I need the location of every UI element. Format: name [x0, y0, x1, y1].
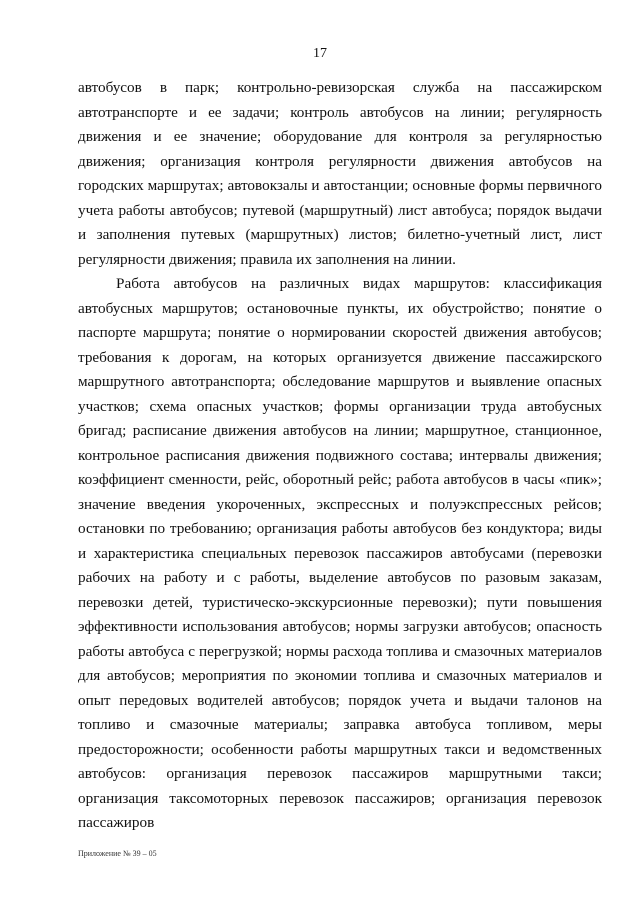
page-number: 17	[313, 46, 327, 61]
page-footer: Приложение № 39 – 05	[78, 849, 157, 858]
paragraph-2: Работа автобусов на различных видах маршрутов: классификация автобусных маршрутов; остановочные пункты, их обустройство; понятие о паспорте маршрута; понятие о нормировании скоростей движения автобусов; требования к дорогам, на которых организуется движение пассажирского маршрутного автотранспорта; обследование маршрутов и выявление опасных участков; схема опасных участков; формы организации труда автобусных бригад; расписание движения автобусов на линии; маршрутное, станционное, контрольное расписания движения подвижного состава; интервалы движения; коэффициент сменности, рейс, оборотный рейс; работа автобусов в часы «пик»; значение введения укороченных, экспрессных и полуэкспрессных рейсов; остановки по требованию; организация работы автобусов без кондуктора; виды и характеристика специальных перевозок пассажиров автобусами (перевозки рабочих на работу и с работы, выделение автобусов по разовым заказам, перевозки детей, туристическо-экскурсионные перевозки); пути повышения эффективности использования автобусов; нормы загрузки автобусов; опасность работы автобуса с перегрузкой; нормы расхода топлива и смазочных материалов для автобусов; мероприятия по экономии топлива и смазочных материалов и опыт передовых водителей автобусов; порядок учета и выдачи талонов на топливо и смазочные материалы; заправка автобуса топливом, меры предосторожности; особенности работы маршрутных такси и ведомственных автобусов: организация перевозок пассажиров маршрутными такси; организация таксомоторных перевозок пассажиров; организация перевозок пассажиров	[78, 275, 602, 831]
paragraph-1: автобусов в парк; контрольно-ревизорская служба на пассажирском автотранспорте и ее задачи; контроль автобусов на линии; регулярность движения и ее значение; оборудование для контроля за регулярностью движения; организация контроля регулярности движения автобусов на городских маршрутах; автовокзалы и автостанции; основные формы первичного учета работы автобусов; путевой (маршрутный) лист автобуса; порядок выдачи и заполнения путевых (маршрутных) листов; билетно-учетный лист, лист регулярности движения; правила их заполнения на линии.	[78, 79, 602, 268]
body-text	[78, 76, 602, 836]
